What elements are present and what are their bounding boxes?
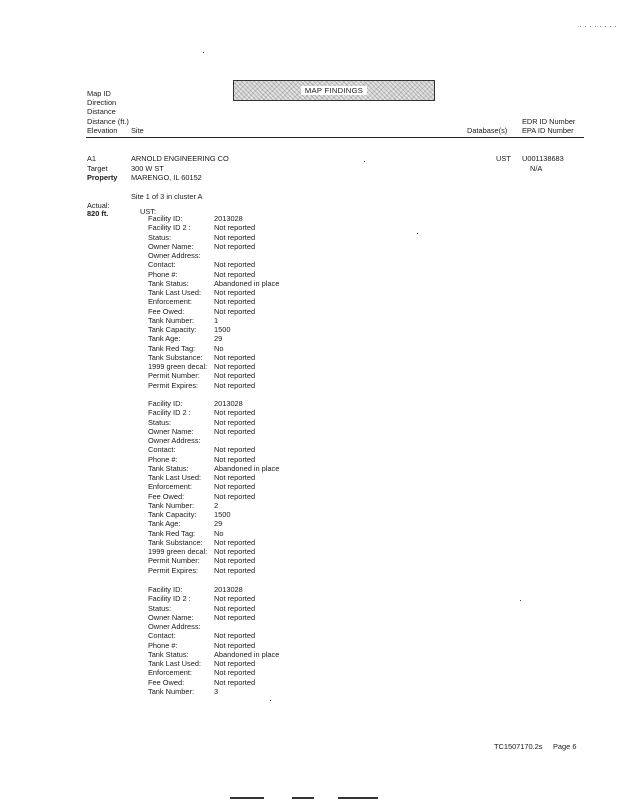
record-field-row xyxy=(148,482,279,491)
record-field-row xyxy=(148,529,279,538)
footer-page-number: Page 6 xyxy=(553,742,577,751)
record-field-value: 1500 xyxy=(214,325,231,334)
record-field-label: Status: xyxy=(148,417,172,427)
site-epa-id: N/A xyxy=(530,164,543,173)
record-field-label: Phone #: xyxy=(148,269,178,279)
footer-report-id: TC1507170.2s xyxy=(494,742,543,751)
record-field-label: Tank Status: xyxy=(148,278,189,288)
record-field-value: Not reported xyxy=(214,417,256,427)
record-field-value: Not reported xyxy=(214,631,256,641)
record-field-row xyxy=(148,566,279,575)
record-field-label: Permit Number: xyxy=(148,556,200,566)
record-field-row xyxy=(148,473,279,482)
record-field-value: Not reported xyxy=(214,352,256,362)
direction-property: Property xyxy=(87,173,118,182)
record-field-label: Tank Number: xyxy=(148,686,195,696)
record-field-value: Not reported xyxy=(214,371,256,381)
record-field-value: Not reported xyxy=(214,454,256,464)
record-field-row xyxy=(148,604,279,613)
record-field-row xyxy=(148,585,279,594)
record-field-label: Tank Last Used: xyxy=(148,659,201,668)
actual-label: Actual: xyxy=(87,201,110,210)
record-field-value: Not reported xyxy=(214,473,256,482)
scan-speck xyxy=(520,600,521,601)
record-field-row xyxy=(148,678,279,687)
record-field-label: Tank Number: xyxy=(148,315,195,325)
record-field-row xyxy=(148,622,279,631)
record-field-value: 3 xyxy=(214,686,219,696)
record-field-value: Not reported xyxy=(214,565,256,575)
direction-target: Target xyxy=(87,164,108,173)
record-field-label: Permit Expires: xyxy=(148,565,199,575)
record-field-label: Fee Owed: xyxy=(148,306,185,316)
ust-record-2 xyxy=(148,399,279,575)
scan-edge-mark xyxy=(338,797,378,799)
record-field-label: Fee Owed: xyxy=(148,491,185,501)
record-field-row xyxy=(148,613,279,622)
record-field-value: Not reported xyxy=(214,668,256,678)
record-field-row xyxy=(148,455,279,464)
record-field-row xyxy=(148,668,279,677)
record-field-label: Contact: xyxy=(148,631,176,641)
record-field-row xyxy=(148,279,279,288)
record-field-row xyxy=(148,316,279,325)
record-field-row xyxy=(148,251,279,260)
record-field-label: Tank Status: xyxy=(148,463,189,473)
record-field-value: Abandoned in place xyxy=(214,649,280,659)
record-field-label: Tank Red Tag: xyxy=(148,528,196,538)
record-field-label: Status: xyxy=(148,232,172,242)
record-field-value: Not reported xyxy=(214,594,256,604)
record-field-label: Tank Status: xyxy=(148,649,189,659)
record-field-label: Facility ID 2 : xyxy=(148,594,191,604)
record-field-row xyxy=(148,214,279,223)
record-field-row xyxy=(148,519,279,528)
record-field-value: Not reported xyxy=(214,232,256,242)
record-field-row xyxy=(148,510,279,519)
record-field-value: Not reported xyxy=(214,556,256,566)
record-field-label: 1999 green decal: xyxy=(148,362,208,371)
record-field-row xyxy=(148,233,279,242)
record-field-value: 1 xyxy=(214,315,219,325)
record-field-row xyxy=(148,641,279,650)
map-findings-banner xyxy=(233,80,435,101)
record-field-value: Not reported xyxy=(214,537,256,547)
record-field-row xyxy=(148,371,279,380)
record-field-value: Abandoned in place xyxy=(214,463,280,473)
record-field-label: Enforcement: xyxy=(148,668,192,678)
record-field-label: Fee Owed: xyxy=(148,677,185,687)
record-field-label: Owner Address: xyxy=(148,251,201,260)
record-field-label: Phone #: xyxy=(148,454,178,464)
record-field-row xyxy=(148,307,279,316)
record-field-row xyxy=(148,436,279,445)
record-field-label: Owner Address: xyxy=(148,436,201,445)
map-id-value: A1 xyxy=(87,154,97,163)
scan-speck xyxy=(364,161,365,162)
record-field-label: Facility ID 2 : xyxy=(148,408,191,418)
record-field-value: Not reported xyxy=(214,640,256,650)
ust-record-3 xyxy=(148,585,279,696)
record-field-value: Not reported xyxy=(214,288,256,297)
record-field-row xyxy=(148,223,279,232)
header-left-labels xyxy=(87,89,129,135)
record-field-value: Not reported xyxy=(214,306,256,316)
record-field-row xyxy=(148,427,279,436)
record-field-label: Tank Red Tag: xyxy=(148,343,196,353)
record-field-row xyxy=(148,399,279,408)
record-field-value: Not reported xyxy=(214,677,256,687)
record-field-label: Contact: xyxy=(148,445,176,455)
record-field-row xyxy=(148,242,279,251)
record-field-value: 2013028 xyxy=(214,399,243,408)
record-field-row xyxy=(148,297,279,306)
record-field-row xyxy=(148,501,279,510)
ust-record-1 xyxy=(148,214,279,390)
record-field-value: 2 xyxy=(214,500,219,510)
record-field-row xyxy=(148,260,279,269)
record-field-label: Tank Age: xyxy=(148,519,181,529)
record-field-value: No xyxy=(214,343,224,353)
site-database: UST xyxy=(496,154,511,163)
record-field-row xyxy=(148,334,279,343)
record-field-label: Permit Expires: xyxy=(148,380,199,390)
scan-speck xyxy=(270,700,271,701)
scan-speck xyxy=(203,52,204,53)
record-field-value: Not reported xyxy=(214,380,256,390)
site-city: MARENGO, IL 60152 xyxy=(131,173,202,182)
record-field-row xyxy=(148,659,279,668)
record-field-value: 2013028 xyxy=(214,585,243,594)
record-field-value: 29 xyxy=(214,519,223,529)
record-field-value: Not reported xyxy=(214,241,256,251)
record-field-label: Tank Capacity: xyxy=(148,510,197,519)
record-field-value: Abandoned in place xyxy=(214,278,280,288)
site-name: ARNOLD ENGINEERING CO xyxy=(131,154,229,163)
record-field-value: 29 xyxy=(214,334,223,344)
record-field-row xyxy=(148,362,279,371)
record-field-label: Phone #: xyxy=(148,640,178,650)
record-field-row xyxy=(148,631,279,640)
header-label-edr-id: EDR ID Number xyxy=(522,117,576,126)
record-field-label: Tank Substance: xyxy=(148,352,203,362)
scan-edge-mark xyxy=(292,797,314,799)
actual-value: 820 ft. xyxy=(87,209,109,218)
record-field-value: Not reported xyxy=(214,482,256,492)
record-field-row xyxy=(148,353,279,362)
record-field-row xyxy=(148,325,279,334)
record-field-value: Not reported xyxy=(214,223,256,233)
header-label-epa-id: EPA ID Number xyxy=(522,126,574,135)
record-field-value: Not reported xyxy=(214,269,256,279)
record-field-value: Not reported xyxy=(214,426,256,436)
scan-speck xyxy=(417,233,418,234)
record-field-value: Not reported xyxy=(214,612,256,622)
record-field-row xyxy=(148,492,279,501)
header-label-site: Site xyxy=(131,126,144,135)
header-label-distance-ft: Distance (ft.) xyxy=(87,116,129,126)
record-field-value: Not reported xyxy=(214,297,256,307)
record-field-label: Tank Age: xyxy=(148,334,181,344)
record-field-value: Not reported xyxy=(214,659,256,668)
record-field-row xyxy=(148,464,279,473)
record-field-label: Owner Address: xyxy=(148,622,201,631)
header-label-map-id: Map ID xyxy=(87,89,111,98)
record-field-label: Facility ID: xyxy=(148,214,183,223)
record-field-row xyxy=(148,687,279,696)
header-label-distance: Distance xyxy=(87,107,116,117)
scan-edge-mark xyxy=(230,797,264,799)
record-field-value: No xyxy=(214,528,224,538)
record-field-label: Enforcement: xyxy=(148,297,192,307)
header-label-elevation: Elevation xyxy=(87,125,118,135)
record-field-label: Tank Last Used: xyxy=(148,288,201,297)
record-field-label: Facility ID 2 : xyxy=(148,223,191,233)
record-field-label: Enforcement: xyxy=(148,482,192,492)
record-field-row xyxy=(148,538,279,547)
record-field-row xyxy=(148,270,279,279)
record-field-row xyxy=(148,594,279,603)
record-field-value: 2013028 xyxy=(214,214,243,223)
record-field-value: Not reported xyxy=(214,260,256,270)
record-field-label: Permit Number: xyxy=(148,371,200,381)
record-field-label: 1999 green decal: xyxy=(148,547,208,556)
scan-speck xyxy=(580,26,618,27)
record-field-label: Tank Last Used: xyxy=(148,473,201,482)
record-field-value: Not reported xyxy=(214,491,256,501)
record-field-row xyxy=(148,547,279,556)
record-field-row xyxy=(148,418,279,427)
record-field-row xyxy=(148,381,279,390)
record-field-row xyxy=(148,288,279,297)
ust-section-label: UST: xyxy=(140,207,157,216)
record-field-value: Not reported xyxy=(214,603,256,613)
record-field-label: Facility ID: xyxy=(148,399,183,408)
banner-title: MAP FINDINGS xyxy=(301,86,367,95)
record-field-label: Owner Name: xyxy=(148,426,194,436)
record-field-value: Not reported xyxy=(214,408,256,418)
record-field-label: Facility ID: xyxy=(148,585,183,594)
record-field-row xyxy=(148,650,279,659)
record-field-value: Not reported xyxy=(214,547,256,556)
record-field-value: Not reported xyxy=(214,445,256,455)
record-field-value: 1500 xyxy=(214,510,231,519)
record-field-label: Owner Name: xyxy=(148,612,194,622)
record-field-row xyxy=(148,445,279,454)
record-field-label: Tank Substance: xyxy=(148,537,203,547)
cluster-note: Site 1 of 3 in cluster A xyxy=(131,192,203,201)
record-field-label: Status: xyxy=(148,603,172,613)
site-edr-id: U001138683 xyxy=(522,154,564,163)
record-field-value: Not reported xyxy=(214,362,256,371)
site-address: 300 W ST xyxy=(131,164,164,173)
record-field-row xyxy=(148,408,279,417)
record-field-label: Owner Name: xyxy=(148,241,194,251)
record-field-label: Tank Number: xyxy=(148,500,195,510)
header-label-direction: Direction xyxy=(87,98,117,108)
record-field-row xyxy=(148,344,279,353)
record-field-label: Tank Capacity: xyxy=(148,325,197,334)
record-field-label: Contact: xyxy=(148,260,176,270)
header-label-database: Database(s) xyxy=(467,126,508,135)
header-divider xyxy=(86,137,584,138)
record-field-row xyxy=(148,556,279,565)
